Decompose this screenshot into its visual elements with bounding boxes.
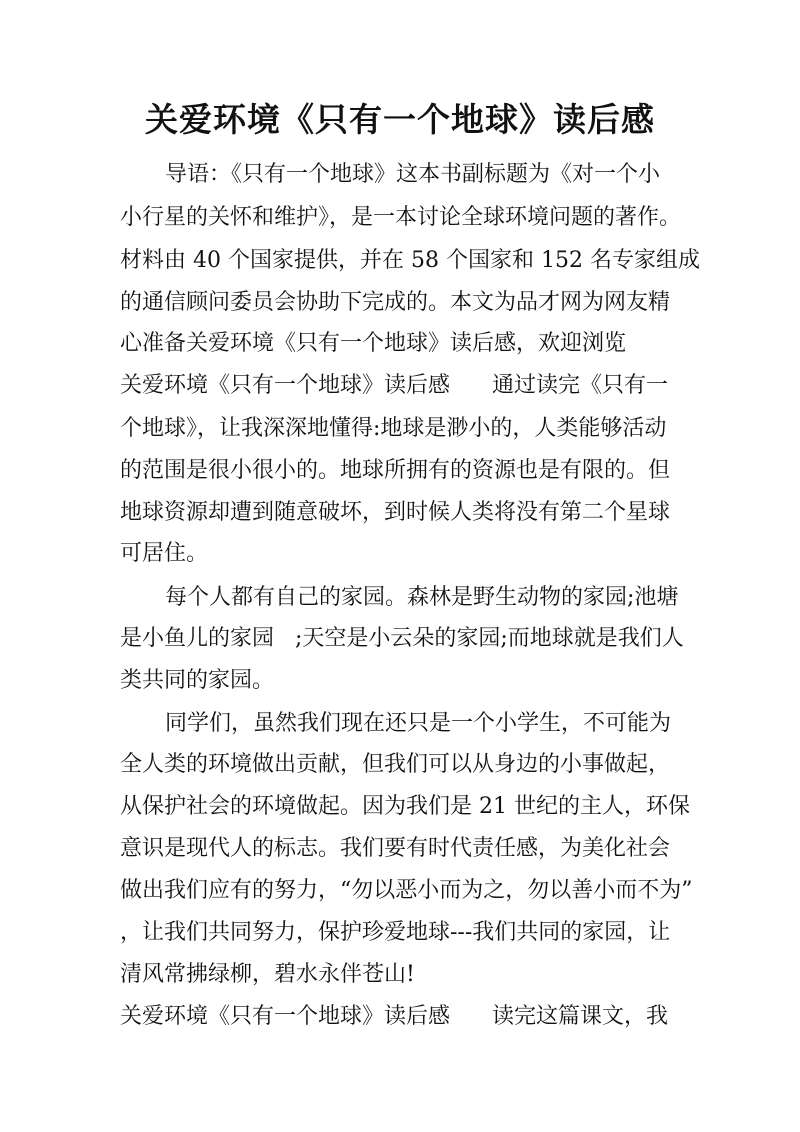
text-line: 关爱环境《只有一个地球》读后感 读完这篇课文，我 [120, 1004, 668, 1029]
text-line: 每个人都有自己的家园。森林是野生动物的家园;池塘 [165, 585, 679, 610]
text-line: 可居住。 [120, 541, 209, 566]
text-line: 个地球》，让我深深地懂得:地球是渺小的，人类能够活动 [120, 416, 667, 441]
page-title: 关爱环境《只有一个地球》读后感 [145, 100, 655, 139]
text-line: 心准备关爱环境《只有一个地球》读后感，欢迎浏览 [120, 331, 627, 356]
text-line: 导语：《只有一个地球》这本书副标题为《对一个小 [165, 162, 661, 187]
text-line: 同学们，虽然我们现在还只是一个小学生，不可能为 [165, 711, 672, 736]
text-line: ，让我们共同努力，保护珍爱地球---我们共同的家园，让 [120, 920, 671, 945]
text-line: 的范围是很小很小的。地球所拥有的资源也是有限的。但 [120, 458, 671, 483]
text-line: 的通信顾问委员会协助下完成的。本文为品才网为网友精 [120, 290, 671, 315]
text-line: 是小鱼儿的家园 ;天空是小云朵的家园;而地球就是我们人 [120, 626, 684, 651]
text-line: 类共同的家园。 [120, 668, 275, 693]
text-line: 材料由 40 个国家提供，并在 58 个国家和 152 名专家组成 [120, 248, 700, 273]
text-line: 清风常拂绿柳，碧水永伴苍山! [120, 962, 415, 987]
text-line: 从保护社会的环境做起。因为我们是 21 世纪的主人，环保 [120, 794, 690, 819]
text-line: 意识是现代人的标志。我们要有时代责任感，为美化社会 [120, 836, 671, 861]
text-line: 关爱环境《只有一个地球》读后感 通过读完《只有一 [120, 373, 668, 398]
text-line: 做出我们应有的努力，“勿以恶小而为之，勿以善小而不为” [120, 878, 693, 903]
text-line: 地球资源却遭到随意破坏，到时候人类将没有第二个星球 [120, 500, 671, 525]
text-line: 全人类的环境做出贡献，但我们可以从身边的小事做起， [120, 752, 671, 777]
text-line: 小行星的关怀和维护》，是一本讨论全球环境问题的著作。 [120, 205, 682, 230]
